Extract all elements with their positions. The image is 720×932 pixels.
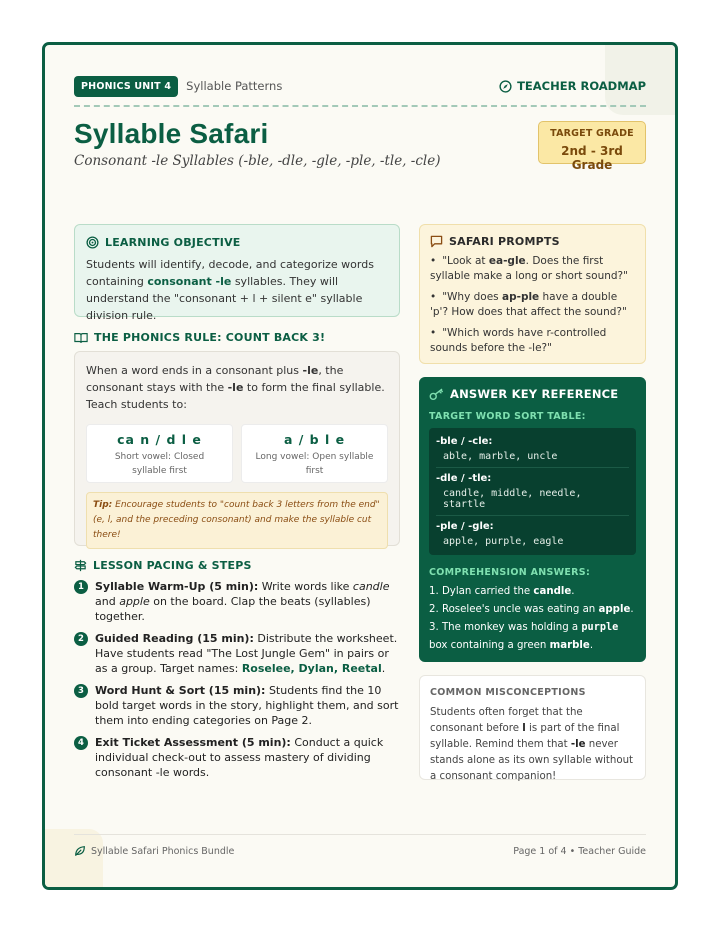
objective-text: Students will identify, decode, and categorize words containing consonant -le syllables. They will understand the "consonant + l + silent e" syllable division rule. xyxy=(86,258,374,322)
unit-badge: PHONICS UNIT 4 xyxy=(74,76,178,97)
step-number: 1 xyxy=(74,580,88,594)
objective-heading-text: LEARNING OBJECTIVE xyxy=(105,236,241,249)
learning-objective-box xyxy=(74,224,400,322)
answer-key-heading xyxy=(429,387,636,401)
answer-item: 2. Roselee's uncle was eating an apple. xyxy=(429,604,634,615)
lesson-pacing-heading-text: LESSON PACING & STEPS xyxy=(93,559,252,572)
step-text: Word Hunt & Sort (15 min): Students find the 10 bold target words in the story, highlight them, and sort them into ending categories on Page 2. xyxy=(95,684,399,727)
footer-left-text: Syllable Safari Phonics Bundle xyxy=(91,845,235,857)
prompt-item: • "Look at ea-gle. Does the first syllable make a long or short sound?" xyxy=(430,254,635,284)
roadmap-label: TEACHER ROADMAP xyxy=(517,79,646,93)
corner-decoration xyxy=(45,829,103,887)
table-row xyxy=(436,431,629,468)
page-subtitle: Consonant -le Syllables (-ble, -dle, -gle, -ple, -tle, -cle) xyxy=(74,153,441,169)
objective-heading xyxy=(86,236,388,249)
top-bar xyxy=(74,74,646,98)
misconceptions-text: Students often forget that the consonant before l is part of the final syllable. Remind them that -le never stands alone as its own syllable without a consonant companion! xyxy=(430,707,634,782)
lesson-steps xyxy=(74,579,400,787)
safari-prompts-box xyxy=(419,224,646,364)
answer-item: 3. The monkey was holding a purple box containing a green marble. xyxy=(429,622,619,651)
example-word: ca n / d l e xyxy=(117,432,202,447)
example-note: Long vowel: Open syllable first xyxy=(255,452,374,476)
example-card xyxy=(241,424,388,483)
answer-key-heading-text: ANSWER KEY REFERENCE xyxy=(450,387,619,401)
book-icon xyxy=(74,332,88,344)
step-text: Guided Reading (15 min): Distribute the worksheet. Have students read "The Lost Jungle Gem" in pairs or as a group. Target names: Roselee, Dylan, Reetal. xyxy=(95,632,398,675)
grade-badge xyxy=(538,121,646,172)
teacher-roadmap xyxy=(499,79,646,93)
pattern-label: Syllable Patterns xyxy=(186,79,283,93)
footer-page-info: Page 1 of 4 • Teacher Guide xyxy=(513,845,646,857)
worksheet-page xyxy=(42,42,678,890)
comprehension-heading: COMPREHENSION ANSWERS: xyxy=(429,567,591,578)
answer-key-box xyxy=(419,377,646,662)
ending-label: -ple / -gle: xyxy=(436,521,494,532)
syllable-example-cards xyxy=(86,424,388,483)
misconceptions-heading: COMMON MISCONCEPTIONS xyxy=(430,687,586,698)
phonics-rule-heading xyxy=(74,331,325,344)
step-number: 4 xyxy=(74,736,88,750)
example-word: a / b l e xyxy=(283,432,346,447)
footer xyxy=(74,845,646,857)
answer-item: 1. Dylan carried the candle. xyxy=(429,586,575,597)
example-note: Short vowel: Closed syllable first xyxy=(114,452,205,476)
sort-table-heading: TARGET WORD SORT TABLE: xyxy=(429,411,586,422)
prompt-item: • "Why does ap-ple have a double 'p'? How does that affect the sound?" xyxy=(430,290,635,320)
ending-words: apple, purple, eagle xyxy=(443,536,564,547)
leaf-icon xyxy=(74,845,86,857)
header-divider xyxy=(74,105,646,107)
comprehension-answers xyxy=(429,583,636,655)
word-sort-table xyxy=(429,428,636,555)
prompts-heading-text: SAFARI PROMPTS xyxy=(449,235,560,248)
step-text: Exit Ticket Assessment (5 min): Conduct a quick individual check-out to assess mastery of dividing consonant -le words. xyxy=(95,736,384,779)
rule-text: When a word ends in a consonant plus -le, the consonant stays with the -le to form the final syllable. Teach students to: xyxy=(86,364,385,411)
ending-label: -dle / -tle: xyxy=(436,473,492,484)
phonics-rule-heading-text: THE PHONICS RULE: COUNT BACK 3! xyxy=(94,331,326,344)
grade-value: 2nd - 3rd Grade xyxy=(561,144,623,172)
compass-icon xyxy=(499,80,512,93)
signpost-icon xyxy=(74,559,87,572)
lesson-step xyxy=(74,735,400,780)
page-title: Syllable Safari xyxy=(74,118,269,149)
teaching-tip: Tip: Encourage students to "count back 3 letters from the end" (e, l, and the preceding consonant) and make the syllable cut there! xyxy=(86,492,388,549)
target-icon xyxy=(86,236,99,249)
lesson-step xyxy=(74,579,400,624)
phonics-rule-box xyxy=(74,351,400,546)
ending-label: -ble / -cle: xyxy=(436,436,493,447)
chat-icon xyxy=(430,235,443,248)
step-number: 2 xyxy=(74,632,88,646)
footer-brand xyxy=(74,845,234,857)
example-card xyxy=(86,424,233,483)
lesson-pacing-heading xyxy=(74,559,252,572)
lesson-step xyxy=(74,631,400,676)
prompts-heading xyxy=(430,235,635,248)
ending-words: able, marble, uncle xyxy=(443,451,558,462)
table-row xyxy=(436,516,629,552)
grade-label: TARGET GRADE xyxy=(550,128,634,139)
prompt-list xyxy=(430,254,635,356)
table-row xyxy=(436,468,629,516)
misconceptions-box xyxy=(419,675,646,780)
step-text: Syllable Warm-Up (5 min): Write words like candle and apple on the board. Clap the beats (syllables) together. xyxy=(95,580,390,623)
ending-words: candle, middle, needle, startle xyxy=(443,488,582,510)
step-number: 3 xyxy=(74,684,88,698)
prompt-item: • "Which words have r-controlled sounds before the -le?" xyxy=(430,326,635,356)
lesson-step xyxy=(74,683,400,728)
key-icon xyxy=(429,388,444,401)
footer-divider xyxy=(74,834,646,835)
